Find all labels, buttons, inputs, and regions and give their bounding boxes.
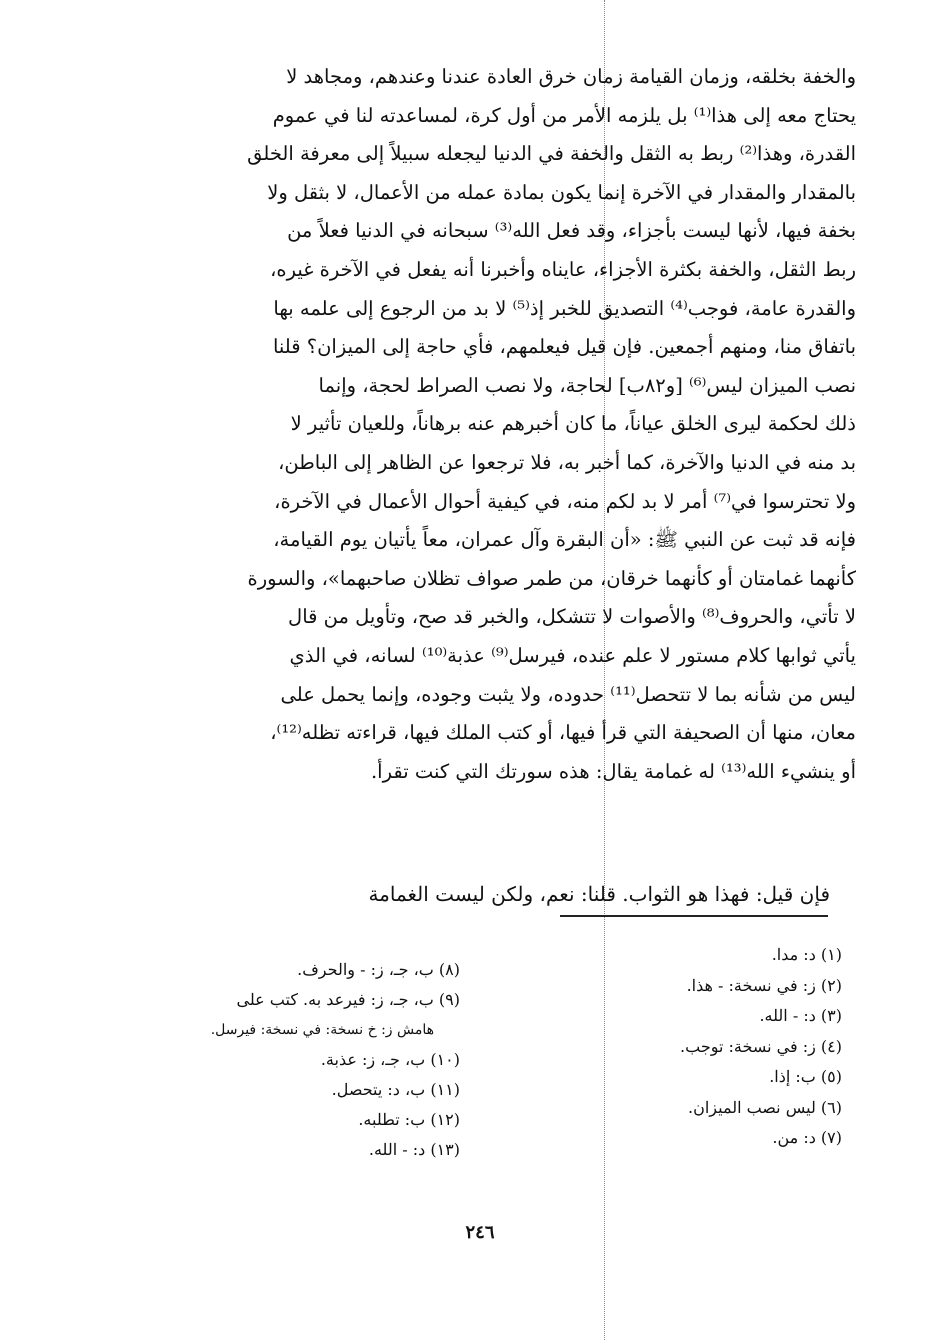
text-line: يأتي ثوابها كلام مستور لا علم عنده، فيرسل⁽⁹⁾ عذبة⁽¹⁰⁾ لسانه، في الذي (289, 643, 856, 667)
footnote: (١٠) ب، جـ، ز: عذبة. (320, 1050, 460, 1069)
text-line: والقدرة عامة، فوجب⁽⁴⁾ التصديق للخبر إذ⁽⁵⁾ لا بد من الرجوع إلى علمه بها (273, 296, 856, 320)
text-line: يحتاج معه إلى هذا⁽¹⁾ بل يلزمه الأمر من أول كرة، لمساعدته لنا في عموم (272, 103, 856, 127)
main-text-block (96, 58, 856, 791)
text-line: معان، منها أن الصحيفة التي قرأ فيها، أو كتب الملك فيها، قراءته تظله⁽¹²⁾، (270, 721, 856, 745)
footnote: (٥) ب: إذا. (769, 1067, 842, 1086)
text-line: نصب الميزان ليس⁽⁶⁾ [و٨٢ب] لحاجة، ولا نصب الصراط لحجة، وإنما (318, 373, 856, 397)
footnotes-right-column (560, 940, 842, 1154)
text-line: ليس من شأنه بما لا تتحصل⁽¹¹⁾ حدوده، ولا يثبت وجوده، وإنما يحمل على (280, 682, 856, 706)
footnote: (٧) د: من. (772, 1128, 842, 1147)
footnote: (٢) ز: في نسخة: - هذا. (686, 975, 842, 995)
footnote: (١١) ب، د: يتحصل. (331, 1080, 460, 1099)
footnote: (٨) ب، جـ، ز: - والحرف. (297, 960, 460, 979)
text-line: ذلك لحكمة ليرى الخلق عياناً، ما كان أخبرهم عنه برهاناً، وللعيان تأثير لا (290, 412, 856, 436)
text-line: والخفة بخلقه، وزمان القيامة زمان خرق العادة عندنا وعندهم، ومجاهد لا (286, 65, 856, 88)
text-line: فإنه قد ثبت عن النبي ﷺ: «أن البقرة وآل عمران، معاً يأتيان يوم القيامة، (273, 528, 856, 552)
footnote: (٩) ب، جـ، ز: فيرعد به. كتب على (236, 990, 460, 1009)
text-line: بخفة فيها، لأنها ليست بأجزاء، وقد فعل الله⁽³⁾ سبحانه في الدنيا فعلاً من (287, 219, 856, 243)
text-line: بد منه في الدنيا والآخرة، كما أخبر به، فلا ترجعوا عن الظاهر إلى الباطن، (278, 450, 856, 474)
footnote: (٣) د: - الله. (759, 1006, 842, 1025)
footnote: (١) د: مدا. (771, 945, 842, 964)
footnote: (١٢) ب: تطلبه. (358, 1110, 460, 1129)
text-line: أو ينشيء الله⁽¹³⁾ له غمامة يقال: هذه سورتك التي كنت تقرأ. (370, 759, 856, 783)
text-line: لا تأتي، والحروف⁽⁸⁾ والأصوات لا تتشكل، والخبر قد صح، وتأويل من قال (288, 605, 856, 629)
text-line: بالمقدار والمقدار في الآخرة إنما يكون بمادة عمله من الأعمال، لا بثقل ولا (267, 180, 856, 204)
footnote: (٦) ليس نصب الميزان. (688, 1097, 842, 1117)
text-line: ربط الثقل، والخفة بكثرة الأجزاء، عايناه وأخبرنا أنه يفعل في الآخرة غيره، (270, 257, 856, 281)
text-line: القدرة، وهذا⁽²⁾ ربط به الثقل والخفة في الدنيا ليجعله سبيلاً إلى معرفة الخلق (247, 142, 856, 166)
footnote-continuation: هامش ز: خ نسخة: في نسخة: فيرسل. (210, 1022, 434, 1038)
footnotes-left-column (120, 955, 460, 1165)
footnote: (١٣) د: - الله. (368, 1140, 460, 1159)
footnote: (٤) ز: في نسخة: توجب. (680, 1036, 842, 1056)
text-line: ولا تحترسوا في⁽⁷⁾ أمر لا بد لكم منه، في كيفية أحوال الأعمال في الآخرة، (274, 489, 856, 513)
text-line: باتفاق منا، ومنهم أجمعين. فإن قيل فيعلمهم، فأي حاجة إلى الميزان؟ قلنا (272, 335, 856, 359)
page-number: ٢٤٦ (465, 1222, 495, 1243)
text-line: كأنهما غمامتان أو كأنهما خرقان، من طمر صواف تظلان صاحبهما»، والسورة (247, 566, 856, 590)
continuation-line: فإن قيل: فهذا هو الثواب. قلنا: نعم، ولكن ليست الغمامة (368, 882, 830, 906)
footnote-separator (560, 915, 828, 917)
